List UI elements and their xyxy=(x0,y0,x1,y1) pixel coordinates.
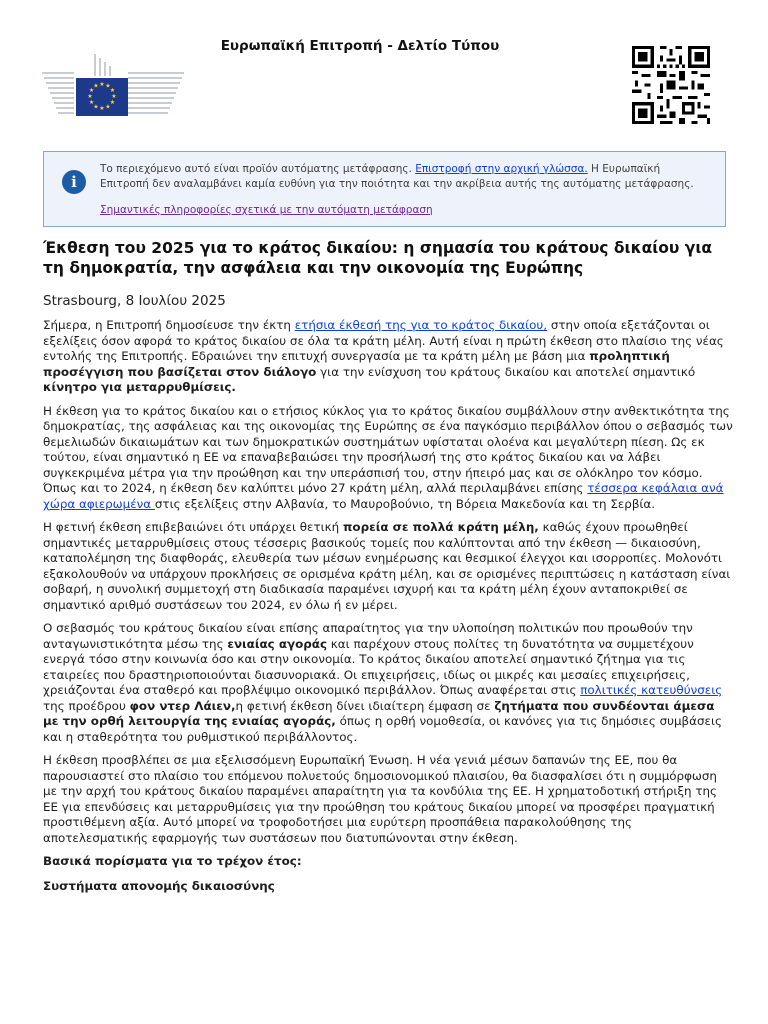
back-to-original-language-link[interactable]: Επιστροφή στην αρχική γλώσσα. xyxy=(415,163,588,175)
svg-text:★: ★ xyxy=(88,99,95,106)
svg-text:★: ★ xyxy=(87,93,93,100)
machine-translation-notice xyxy=(43,151,726,227)
paragraph-2: Η έκθεση για το κράτος δικαίου και ο ετήσιος κύκλος για το κράτος δικαίου συμβάλλουν στην ανθεκτικότητα της δημοκρατίας, της ασφάλειας και της οικονομίας της Ευρώπης σε ένα παγκόσμιο περιβάλλον όπου ο σεβασμός των θεμελιωδών δικαιωμάτων και των δημοκρατικών συστημάτων υφίσταται ολοένα και μεγαλύτερη πίεση. Ως εκ τούτου, είναι σημαντικό η ΕΕ να επαναβεβαιώσει την προσήλωσή της στο κράτος δικαίου και να λάβει συγκεκριμένα μέτρα για την προώθηση και την υπεράσπισή του, στην ήπειρό μας και σε ολόκληρο τον κόσμο. Όπως και το 2024, η έκθεση δεν καλύπτει μόνο 27 κράτη μέλη, αλλά περιλαμβάνει επίσης τέσσερα κεφάλαια ανά χώρα αφιερωμένα στις εξελίξεις στην Αλβανία, το Μαυροβούνιο, τη Βόρεια Μακεδονία και τη Σερβία. xyxy=(43,403,733,511)
svg-text:★: ★ xyxy=(88,87,95,94)
press-release-title: Ευρωπαϊκή Επιτροπή - Δελτίο Τύπου xyxy=(220,38,500,54)
annual-report-link[interactable]: ετήσια έκθεσή της για το κράτος δικαίου, xyxy=(294,318,548,332)
article-title: Έκθεση του 2025 για το κράτος δικαίου: η σημασία του κράτους δικαίου για τη δημοκρατία, την ασφάλεια και την οικονομία της Ευρώπης xyxy=(43,239,713,277)
svg-text:★: ★ xyxy=(99,105,105,112)
dateline: Strasbourg, 8 Ιουλίου 2025 xyxy=(43,293,226,309)
svg-text:★: ★ xyxy=(105,82,111,90)
svg-text:★: ★ xyxy=(93,82,99,90)
notice-text: Το περιεχόμενο αυτό είναι προϊόν αυτόματης μετάφρασης. Επιστροφή στην αρχική γλώσσα. Η Ευρωπαϊκή Επιτροπή δεν αναλαμβάνει καμία ευθύνη για την ποιότητα και την ακρίβεια αυτής της αυτόματης μετάφρασης. xyxy=(100,163,694,190)
political-guidelines-link[interactable]: πολιτικές κατευθύνσεις xyxy=(580,683,723,697)
key-findings-heading: Βασικά πορίσματα για το τρέχον έτος: xyxy=(43,854,302,868)
article-body xyxy=(43,238,733,903)
paragraph-4: Ο σεβασμός του κράτους δικαίου είναι επίσης απαραίτητος για την υλοποίηση πολιτικών που προωθούν την ανταγωνιστικότητα μέσω της ενιαίας αγοράς και παρέχουν στους πολίτες τη δυνατότητα να συμμετέχουν ενεργά τόσο στην κοινωνία όσο και στην οικονομία. Το κράτος δικαίου αποτελεί σημαντικό ζήτημα για τις εταιρείες που δραστηριοποιούνται διασυνοριακά. Οι επιχειρήσεις, ιδίως οι μικρές και μεσαίες επιχειρήσεις, χρειάζονται ένα σταθερό και προβλέψιμο οικονομικό περιβάλλον. Όπως αναφέρεται στις πολιτικές κατευθύνσεις της προέδρου φον ντερ Λάιεν,η φετινή έκθεση δίνει ιδιαίτερη έμφαση σε ζητήματα που συνδέονται άμεσα με την ορθή λειτουργία της ενιαίας αγοράς, όπως η ορθή νομοθεσία, οι κανόνες για τις δημόσιες συμβάσεις και η σταθερότητα του ρυθμιστικού περιβάλλοντος. xyxy=(43,621,723,744)
paragraph-3: Η φετινή έκθεση επιβεβαιώνει ότι υπάρχει θετική πορεία σε πολλά κράτη μέλη, καθώς έχουν προωθηθεί σημαντικές μεταρρυθμίσεις στους τέσσερις βασικούς τομείς που καλύπτονται από την έκθεση — δικαιοσύνη, καταπολέμηση της διαφθοράς, ελευθερία των μέσων ενημέρωσης και θεσμικοί έλεγχοι και ισορροπίες. Μολονότι εξακολουθούν να υπάρχουν προκλήσεις σε ορισμένα κράτη μέλη, και σε ορισμένες περιπτώσεις η κατάσταση είναι σοβαρή, η συνολική συμμετοχή στη διαδικασία παραμένει ισχυρή και τα κράτη μέλη έχουν ανταποκριθεί σε σημαντικό αριθμό συστάσεων του 2024, εν όλω ή εν μέρει. xyxy=(43,520,731,612)
machine-translation-info-link[interactable]: Σημαντικές πληροφορίες σχετικά με την αυτόματη μετάφραση xyxy=(100,204,433,216)
paragraph-5: Η έκθεση προσβλέπει σε μια εξελισσόμενη Ευρωπαϊκή Ένωση. Η νέα γενιά μέσων δαπανών της ΕΕ, που θα παρουσιαστεί στο πλαίσιο του επόμενου πολυετούς δημοσιονομικού πλαισίου, θα διασφαλίσει ότι η συμμόρφωση με την αρχή του κράτους δικαίου παραμένει απαραίτητη για τα κονδύλια της ΕΕ. Η χρηματοδοτική στήριξη της ΕΕ για επενδύσεις και μεταρρυθμίσεις για την προώθηση του κράτους δικαίου μπορεί να προσφέρει πραγματική προστιθέμενη αξία. Αυτό μπορεί να τροφοδοτήσει μια ευρύτερη προσπάθεια παρακολούθησης της αποτελεσματικής εφαρμογής των συστάσεων που διατυπώνονται στην έκθεση. xyxy=(43,753,718,845)
european-commission-logo[interactable] xyxy=(42,50,184,122)
paragraph-1: Σήμερα, η Επιτροπή δημοσίευσε την έκτη ετήσια έκθεσή της για το κράτος δικαίου, στην οποία εξετάζονται οι εξελίξεις όσον αφορά το κράτος δικαίου σε όλα τα κράτη μέλη. Αυτή είναι η πρώτη έκθεση στο πλαίσιο της νέας εντολής της Επιτροπής. Εδραιώνει την επιτυχή συνεργασία με τα κράτη μέλη με βάση μια προληπτική προσέγγιση που βασίζεται στον διάλογο για την ενίσχυση του κράτους δικαίου και αποτελεί σημαντικό κίνητρο για μεταρρυθμίσεις. xyxy=(43,318,724,394)
justice-systems-heading: Συστήματα απονομής δικαιοσύνης xyxy=(43,878,275,893)
svg-text:★: ★ xyxy=(105,103,111,111)
svg-text:★: ★ xyxy=(109,99,116,106)
svg-text:★: ★ xyxy=(99,81,105,88)
country-chapters-link[interactable]: τέσσερα κεφάλαια ανά χώρα αφιερωμένα xyxy=(43,481,724,511)
info-icon: i xyxy=(62,170,86,194)
svg-text:★: ★ xyxy=(109,87,116,94)
svg-text:★: ★ xyxy=(93,103,99,111)
svg-text:★: ★ xyxy=(111,93,117,100)
qr-code xyxy=(632,46,710,124)
